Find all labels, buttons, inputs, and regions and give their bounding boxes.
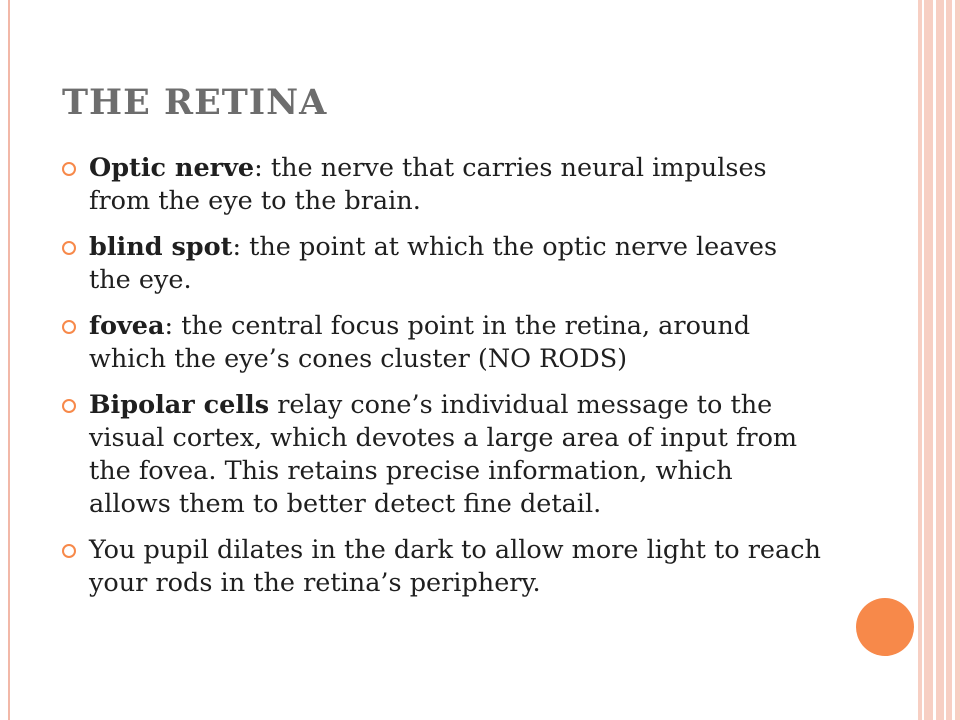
bullet-circle-icon — [62, 544, 76, 558]
bullet-circle-icon — [62, 162, 76, 176]
bullet-pupil — [62, 534, 822, 600]
slide-title: THE RETINA — [62, 82, 328, 123]
band-stripe — [952, 0, 955, 720]
bullet-term: Optic nerve — [89, 153, 255, 183]
bullet-term: Bipolar cells — [89, 390, 270, 420]
band-stripe — [944, 0, 946, 720]
bullet-list — [62, 152, 822, 613]
bullet-circle-icon — [62, 241, 76, 255]
bullet-text: relay cone’s individual message to the visual cortex, which devotes a large area of input from the fovea. This retains precise information, which allows them to better detect fine detail. — [89, 390, 798, 519]
bullet-text: : the nerve that carries neural impulses from the eye to the brain. — [89, 153, 767, 216]
bullet-text: You pupil dilates in the dark to allow more light to reach your rods in the retina’s periphery. — [89, 535, 821, 598]
bullet-text: : the central focus point in the retina, around which the eye’s cones cluster (NO RODS) — [89, 311, 751, 374]
bullet-term: blind spot — [89, 232, 233, 262]
band-stripe — [933, 0, 936, 720]
band-stripe — [922, 0, 924, 720]
bullet-bipolar-cells — [62, 389, 822, 521]
bullet-optic-nerve — [62, 152, 822, 218]
bullet-blind-spot — [62, 231, 822, 297]
bullet-text: : the point at which the optic nerve leaves the eye. — [89, 232, 778, 295]
bullet-circle-icon — [62, 399, 76, 413]
decorative-circle — [856, 598, 914, 656]
left-frame-line — [8, 0, 10, 720]
bullet-term: fovea — [89, 311, 165, 341]
bullet-circle-icon — [62, 320, 76, 334]
bullet-fovea — [62, 310, 822, 376]
